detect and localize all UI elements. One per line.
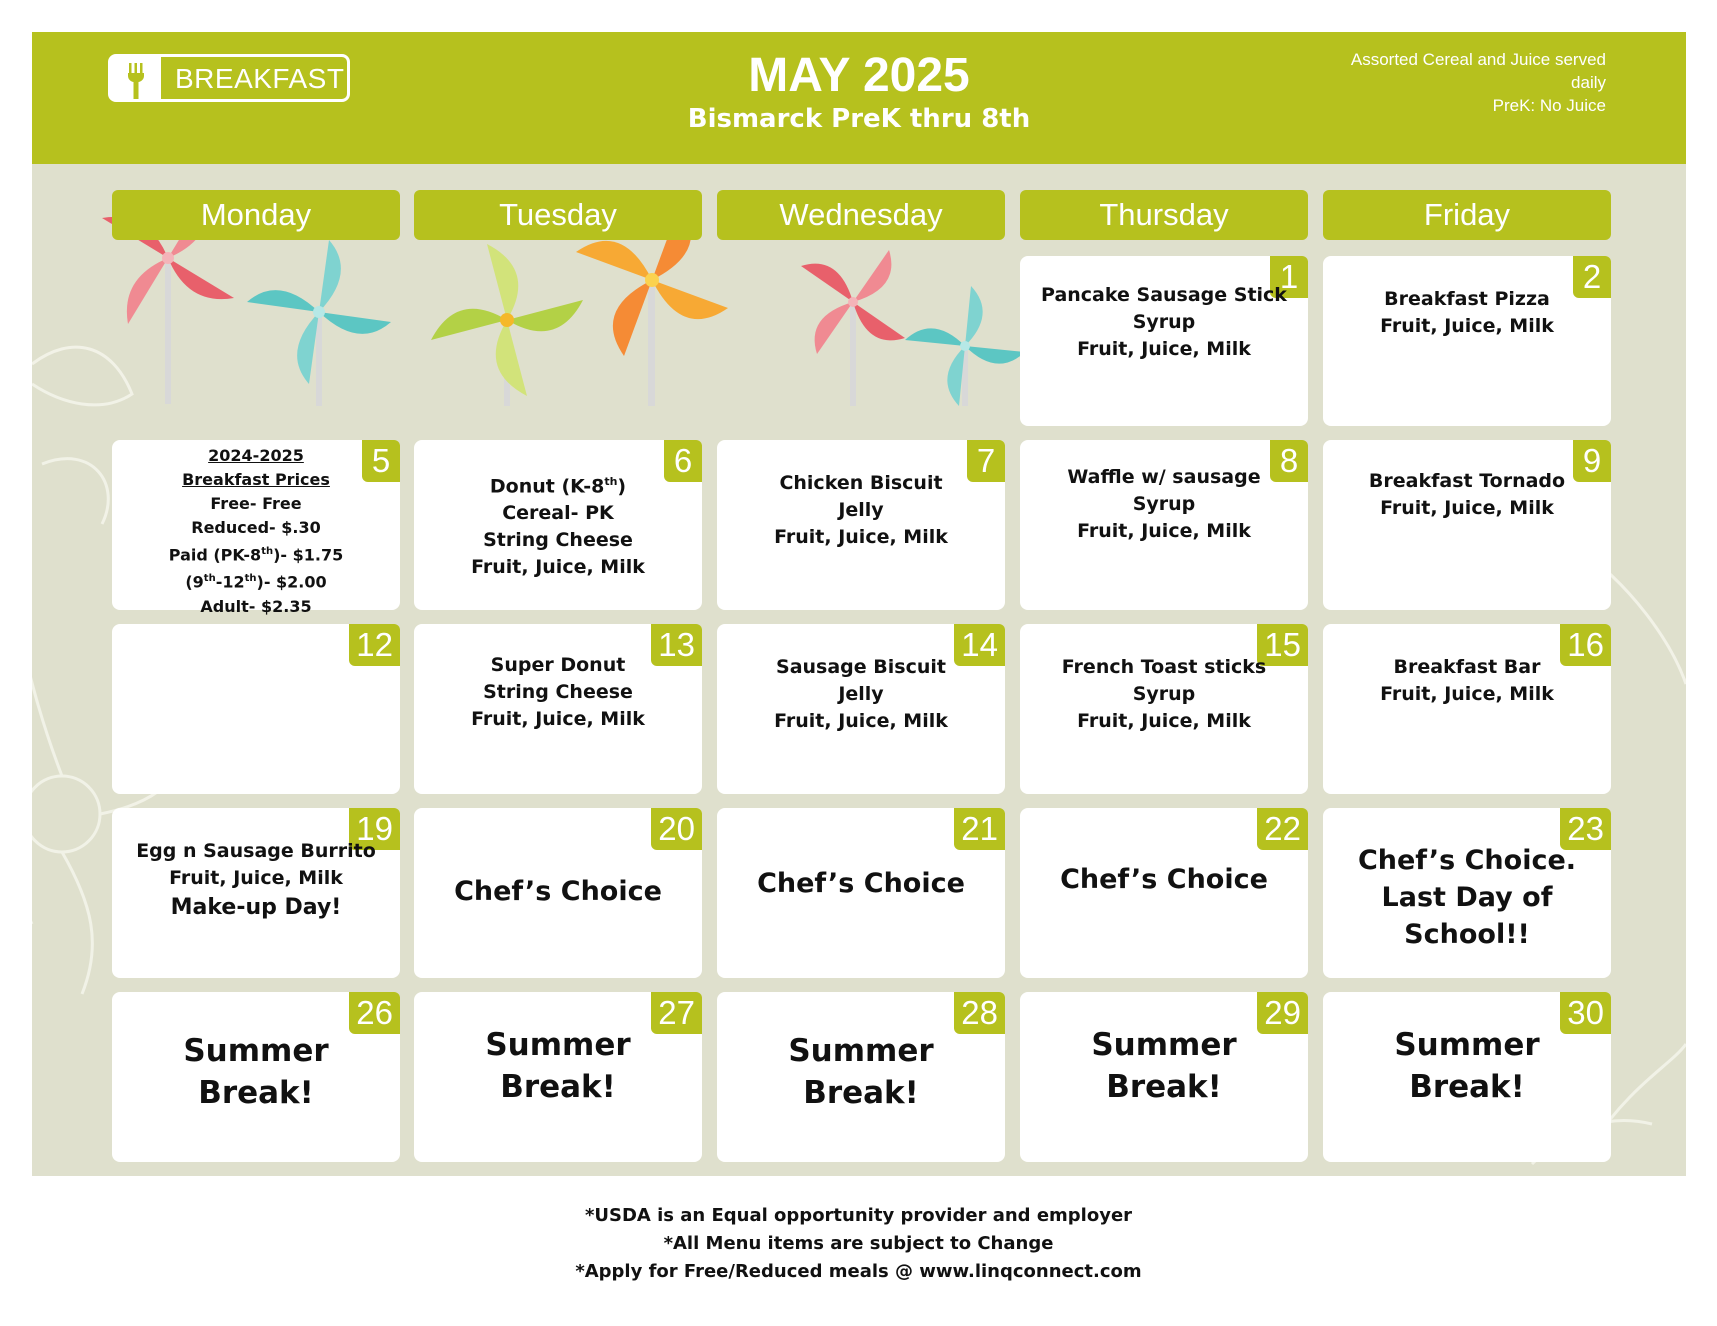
menu-line: 2024-2025 [208, 446, 304, 465]
superscript: th [203, 573, 216, 585]
text: (9 [185, 572, 204, 592]
day-number: 27 [651, 992, 702, 1034]
menu-line: Fruit, Juice, Milk [1380, 315, 1554, 337]
menu-text [1028, 282, 1300, 363]
day-number: 15 [1257, 624, 1308, 666]
calendar-day-19 [112, 808, 400, 978]
menu-text [725, 470, 997, 551]
menu-line: Fruit, Juice, Milk [1380, 683, 1554, 705]
text: -12 [215, 572, 245, 592]
day-number: 16 [1560, 624, 1611, 666]
menu-line: Break! [198, 1075, 314, 1111]
menu-line: Syrup [1132, 311, 1196, 333]
menu-line: Summer [1091, 1027, 1237, 1063]
menu-line: Summer [788, 1033, 934, 1069]
day-header-friday: Friday [1323, 190, 1611, 240]
menu-text [1331, 1024, 1603, 1108]
menu-text [725, 654, 997, 735]
day-number: 26 [349, 992, 400, 1034]
menu-line: Make-up Day! [170, 895, 342, 920]
day-number: 19 [349, 808, 400, 850]
menu-line: Fruit, Juice, Milk [774, 526, 948, 548]
menu-line: Fruit, Juice, Milk [471, 556, 645, 579]
day-number: 7 [967, 440, 1005, 482]
menu-line: Cereal- PK [502, 502, 614, 525]
menu-line [120, 540, 392, 567]
menu-line: String Cheese [483, 681, 633, 703]
menu-text [1028, 464, 1300, 545]
calendar-day-30 [1323, 992, 1611, 1162]
day-number: 23 [1560, 808, 1611, 850]
day-header-monday: Monday [112, 190, 400, 240]
superscript: th [244, 573, 257, 585]
menu-line: Free- Free [210, 494, 302, 513]
pinwheel-icon [801, 250, 905, 406]
pinwheel-icon [247, 240, 391, 406]
menu-line: School!! [1404, 919, 1530, 950]
menu-line: Fruit, Juice, Milk [169, 867, 343, 889]
calendar-day-23 [1323, 808, 1611, 978]
text: Donut (K-8 [489, 475, 605, 498]
calendar-day-29 [1020, 992, 1308, 1162]
menu-line: Break! [803, 1075, 919, 1111]
day-number: 5 [362, 440, 400, 482]
menu-line: Super Donut [490, 654, 626, 676]
day-number: 14 [954, 624, 1005, 666]
text: )- $1.75 [273, 545, 344, 565]
calendar-day-13 [414, 624, 702, 794]
menu-text [1331, 286, 1603, 340]
menu-text [1331, 654, 1603, 708]
superscript: th [261, 546, 274, 557]
menu-line: Last Day of [1381, 882, 1553, 913]
calendar-day-20 [414, 808, 702, 978]
menu-line: Fruit, Juice, Milk [1077, 338, 1251, 360]
day-number: 30 [1560, 992, 1611, 1034]
note-line: PreK: No Juice [1492, 96, 1606, 115]
menu-text [422, 468, 694, 581]
menu-line: Chicken Biscuit [779, 472, 943, 494]
calendar-day-5 [112, 440, 400, 616]
menu-text [1331, 468, 1603, 522]
day-number: 13 [651, 624, 702, 666]
menu-text [120, 838, 392, 924]
day-number: 2 [1573, 256, 1611, 298]
menu-text [1028, 1024, 1300, 1108]
menu-text [1331, 842, 1603, 953]
menu-line: Chef’s Choice. [1357, 845, 1577, 876]
text: )- $2.00 [256, 572, 327, 592]
menu-line: Breakfast Bar [1393, 656, 1541, 678]
footer-line: *All Menu items are subject to Change [663, 1233, 1054, 1254]
pinwheel-icon [905, 286, 1025, 406]
menu-line: Summer [485, 1027, 631, 1063]
calendar-day-14 [717, 624, 1005, 794]
calendar-day-12 [112, 624, 400, 794]
menu-line: Break! [1106, 1069, 1222, 1105]
day-number: 29 [1257, 992, 1308, 1034]
menu-line: Waffle w/ sausage [1067, 466, 1261, 488]
calendar-area [32, 164, 1686, 1176]
day-number: 22 [1257, 808, 1308, 850]
menu-line: Summer [183, 1033, 329, 1069]
breakfast-prices [120, 444, 392, 619]
menu-line: Breakfast Prices [182, 470, 330, 489]
menu-line: Fruit, Juice, Milk [1077, 520, 1251, 542]
menu-line: Fruit, Juice, Milk [471, 708, 645, 730]
day-number: 21 [954, 808, 1005, 850]
pinwheel-icon [431, 244, 583, 406]
day-number: 8 [1270, 440, 1308, 482]
menu-line: Syrup [1132, 493, 1196, 515]
menu-line [120, 567, 392, 594]
menu-line: Fruit, Juice, Milk [774, 710, 948, 732]
footer-line: *Apply for Free/Reduced meals @ www.linqconnect.com [575, 1261, 1142, 1282]
menu-line: Syrup [1132, 683, 1196, 705]
page-subtitle: Bismarck PreK thru 8th [687, 104, 1031, 134]
menu-line: Sausage Biscuit [776, 656, 946, 678]
calendar-day-16 [1323, 624, 1611, 794]
text: Paid (PK-8 [168, 545, 262, 565]
calendar-day-1 [1020, 256, 1308, 426]
day-number: 1 [1270, 256, 1308, 298]
page-title: MAY 2025 [748, 49, 970, 102]
menu-text: Chef’s Choice [1060, 864, 1268, 895]
day-number: 12 [349, 624, 400, 666]
menu-line: Pancake Sausage Stick [1041, 284, 1287, 306]
calendar-day-9 [1323, 440, 1611, 610]
menu-line: Fruit, Juice, Milk [1380, 497, 1554, 519]
calendar-day-7 [717, 440, 1005, 610]
menu-line: Reduced- $.30 [191, 518, 321, 537]
menu-line: Breakfast Pizza [1384, 288, 1550, 310]
calendar-day-2 [1323, 256, 1611, 426]
text: ) [617, 475, 627, 498]
badge-label: BREAKFAST [175, 63, 345, 94]
menu-text: Chef’s Choice [454, 876, 662, 907]
day-number: 9 [1573, 440, 1611, 482]
day-number: 28 [954, 992, 1005, 1034]
calendar-day-8 [1020, 440, 1308, 610]
calendar-day-27 [414, 992, 702, 1162]
menu-text [1028, 654, 1300, 735]
menu-line: Summer [1394, 1027, 1540, 1063]
menu-text [422, 652, 694, 733]
superscript: th [604, 475, 618, 488]
menu-line: Fruit, Juice, Milk [1077, 710, 1251, 732]
header-note [1306, 48, 1606, 117]
menu-line [422, 468, 694, 500]
menu-text [120, 1030, 392, 1114]
calendar-day-22 [1020, 808, 1308, 978]
calendar-day-28 [717, 992, 1005, 1162]
day-header-wednesday: Wednesday [717, 190, 1005, 240]
menu-text [725, 1030, 997, 1114]
menu-line: String Cheese [483, 529, 633, 552]
menu-text [422, 1024, 694, 1108]
calendar-day-6 [414, 440, 702, 610]
note-line: daily [1571, 73, 1606, 92]
calendar-day-21 [717, 808, 1005, 978]
menu-line: Adult- $2.35 [200, 596, 312, 616]
footer-notes [0, 1202, 1717, 1286]
menu-line: Break! [500, 1069, 616, 1105]
day-header-tuesday: Tuesday [414, 190, 702, 240]
header-banner [32, 32, 1686, 164]
day-number: 6 [664, 440, 702, 482]
menu-line: Break! [1409, 1069, 1525, 1105]
footer-line: *USDA is an Equal opportunity provider and employer [584, 1205, 1133, 1226]
menu-line: French Toast sticks [1061, 656, 1267, 678]
note-line: Assorted Cereal and Juice served [1350, 50, 1606, 69]
menu-text: Chef’s Choice [757, 868, 965, 899]
menu-line: Jelly [838, 499, 884, 521]
calendar-day-15 [1020, 624, 1308, 794]
menu-line: Jelly [838, 683, 884, 705]
menu-line: Breakfast Tornado [1368, 470, 1566, 492]
day-header-thursday: Thursday [1020, 190, 1308, 240]
calendar-day-26 [112, 992, 400, 1162]
day-number: 20 [651, 808, 702, 850]
menu-line: Egg n Sausage Burrito [136, 840, 376, 862]
